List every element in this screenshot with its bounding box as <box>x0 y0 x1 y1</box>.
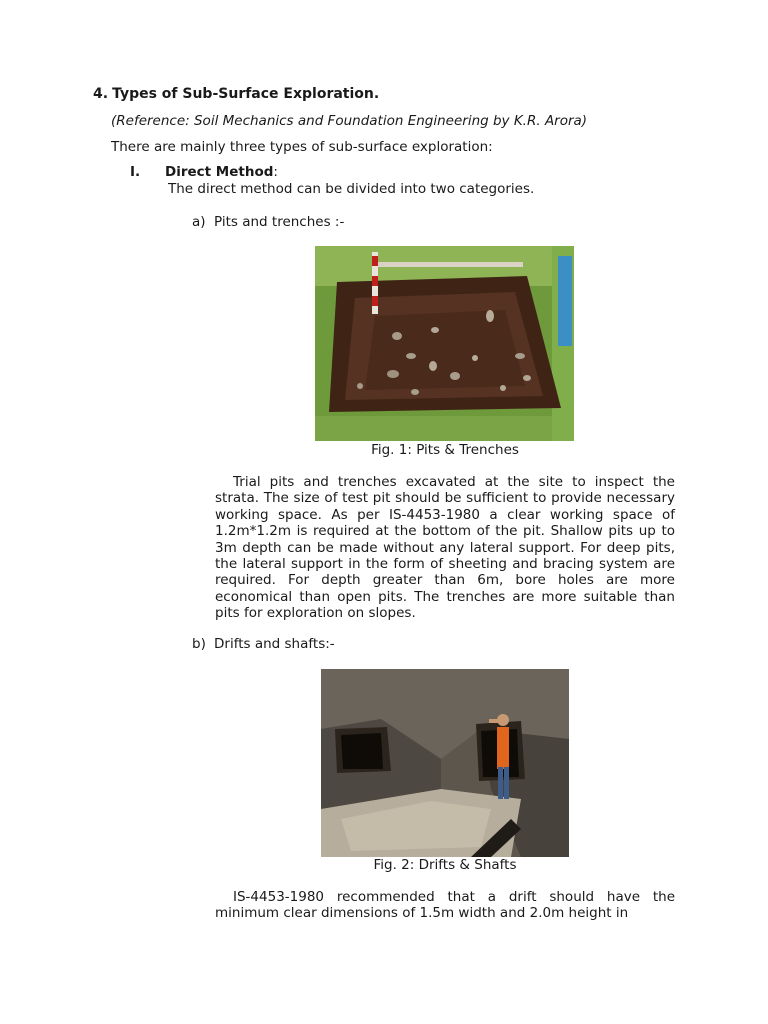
subsection-title-suffix: : <box>273 164 278 180</box>
item-b-title: Drifts and shafts:- <box>214 636 335 652</box>
pits-trenches-paragraph-text: Trial pits and trenches excavated at the site to inspect the strata. The size of test pit should be sufficient to provide necessary working space. As per IS-4453-1980 a clear working space of 1.2m*1.2m is required at the bottom of the pit. Shallow pits up to 3m depth can be made without any lateral support. For deep pits, the lateral support in the form of sheeting and bracing system are required. For depth greater than 6m, bore holes are more economical than open pits. The trenches are more suitable than pits for exploration on slopes. <box>215 474 675 622</box>
heading-number: 4. <box>93 86 109 102</box>
heading-title: Types of Sub-Surface Exploration. <box>112 86 380 102</box>
figure-2-caption: Fig. 2: Drifts & Shafts <box>373 857 517 873</box>
pits-trenches-photo <box>315 246 574 441</box>
item-a-title: Pits and trenches :- <box>214 214 345 230</box>
reference-line: (Reference: Soil Mechanics and Foundation Engineering by K.R. Arora) <box>111 113 588 129</box>
subsection-title-text: Direct Method <box>165 164 274 180</box>
item-b-heading <box>192 636 335 652</box>
item-a-label: a) <box>192 214 206 230</box>
subsection-number: I. <box>130 164 141 180</box>
item-b-label: b) <box>192 636 206 652</box>
pits-trenches-paragraph <box>215 474 675 622</box>
item-a-heading <box>192 214 344 230</box>
section-heading <box>93 86 379 102</box>
drifts-shafts-photo <box>321 669 569 857</box>
subsection-title <box>165 164 278 180</box>
drifts-shafts-paragraph-text: IS-4453-1980 recommended that a drift should have the minimum clear dimensions of 1.5m width and 2.0m height in <box>215 889 675 922</box>
figure-1-caption: Fig. 1: Pits & Trenches <box>371 442 519 458</box>
subsection-description: The direct method can be divided into two categories. <box>168 181 535 197</box>
intro-text: There are mainly three types of sub-surface exploration: <box>111 139 493 155</box>
drifts-shafts-paragraph <box>215 889 675 922</box>
